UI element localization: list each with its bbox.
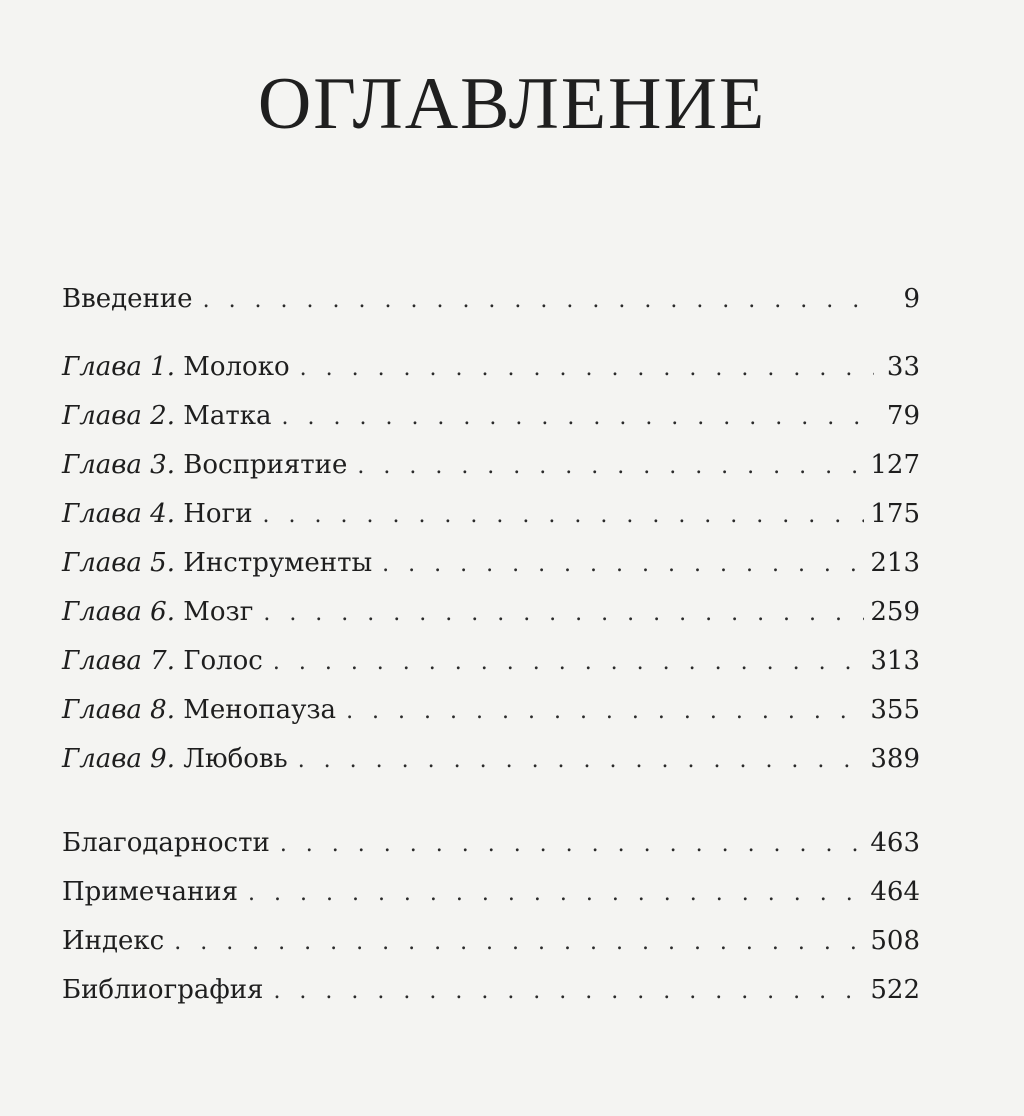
chapter-prefix: Глава 8. <box>62 695 175 725</box>
toc-entry-label <box>62 543 382 583</box>
toc-entry-label <box>62 921 174 961</box>
leader-dots <box>298 741 865 781</box>
toc-entry-title: Матка <box>183 401 272 431</box>
toc-entry-title: Менопауза <box>183 695 337 725</box>
chapter-prefix: Глава 4. <box>62 499 175 529</box>
chapter-prefix: Глава 2. <box>62 401 175 431</box>
toc-entry-chapter-1 <box>62 347 920 387</box>
toc-page-number: 79 <box>886 401 920 431</box>
toc-entry-title: Введение <box>62 284 193 314</box>
toc-entry-label <box>62 279 203 319</box>
toc-entry-chapter-8 <box>62 690 920 730</box>
leader-dots <box>282 398 874 438</box>
toc-entry-title: Восприятие <box>183 450 348 480</box>
leader-dots <box>382 545 864 585</box>
toc-entry-label <box>62 872 248 912</box>
toc-entry-title: Примечания <box>62 877 239 907</box>
toc-entry-title: Благодарности <box>62 828 270 858</box>
toc-entry-chapter-3 <box>62 445 920 485</box>
toc-entry-label <box>62 690 346 730</box>
toc-page-number: 259 <box>870 597 920 627</box>
toc-entry-label <box>62 970 273 1010</box>
chapter-prefix: Глава 5. <box>62 548 175 578</box>
toc-entry-index <box>62 921 920 961</box>
leader-dots <box>357 447 864 487</box>
chapter-prefix: Глава 3. <box>62 450 175 480</box>
chapter-prefix: Глава 1. <box>62 352 175 382</box>
toc-entry-label <box>62 641 273 681</box>
toc-entry-title: Индекс <box>62 926 165 956</box>
toc-page-number: 33 <box>886 352 920 382</box>
toc-entry-label <box>62 739 298 779</box>
toc-page-number: 464 <box>870 877 920 907</box>
toc-page-number: 508 <box>870 926 920 956</box>
toc-entry-chapter-9 <box>62 739 920 779</box>
toc-entry-chapter-2 <box>62 396 920 436</box>
toc-entry-title: Молоко <box>183 352 290 382</box>
toc-page-number: 522 <box>870 975 920 1005</box>
toc-entry-title: Голос <box>183 646 263 676</box>
toc-entry-label <box>62 592 263 632</box>
toc-entry-label <box>62 445 357 485</box>
chapter-prefix: Глава 9. <box>62 744 175 774</box>
toc-entry-bibliography <box>62 970 920 1010</box>
toc-page-number: 463 <box>870 828 920 858</box>
toc-entry-label <box>62 823 280 863</box>
toc-entry-title: Инструменты <box>183 548 373 578</box>
leader-dots <box>280 825 865 865</box>
page-title: ОГЛАВЛЕНИЕ <box>257 63 767 145</box>
leader-dots <box>263 594 864 634</box>
toc-entry-title: Ноги <box>183 499 253 529</box>
toc-page-number: 313 <box>870 646 920 676</box>
toc-entry-acknowledgements <box>62 823 920 863</box>
toc-page-number: 389 <box>870 744 920 774</box>
toc-entry-title: Библиография <box>62 975 264 1005</box>
toc-entry-introduction <box>62 279 920 319</box>
toc-entry-chapter-4 <box>62 494 920 534</box>
leader-dots <box>248 874 864 914</box>
toc-entry-chapter-6 <box>62 592 920 632</box>
leader-dots <box>174 923 864 963</box>
leader-dots <box>273 643 865 683</box>
toc-entry-chapter-7 <box>62 641 920 681</box>
toc-page-number: 127 <box>870 450 920 480</box>
toc-entry-chapter-5 <box>62 543 920 583</box>
toc-page-number: 355 <box>870 695 920 725</box>
toc-entry-label <box>62 494 263 534</box>
leader-dots <box>203 281 874 321</box>
toc-entry-label <box>62 347 300 387</box>
toc-page-number: 9 <box>903 284 920 314</box>
toc-page-number: 175 <box>870 499 920 529</box>
toc-page-number: 213 <box>870 548 920 578</box>
toc-entry-notes <box>62 872 920 912</box>
chapter-prefix: Глава 7. <box>62 646 175 676</box>
leader-dots <box>263 496 865 536</box>
toc-entry-title: Мозг <box>183 597 254 627</box>
toc-entry-title: Любовь <box>183 744 288 774</box>
leader-dots <box>273 972 864 1012</box>
toc-entry-label <box>62 396 282 436</box>
chapter-prefix: Глава 6. <box>62 597 175 627</box>
leader-dots <box>346 692 864 732</box>
leader-dots <box>300 349 874 389</box>
